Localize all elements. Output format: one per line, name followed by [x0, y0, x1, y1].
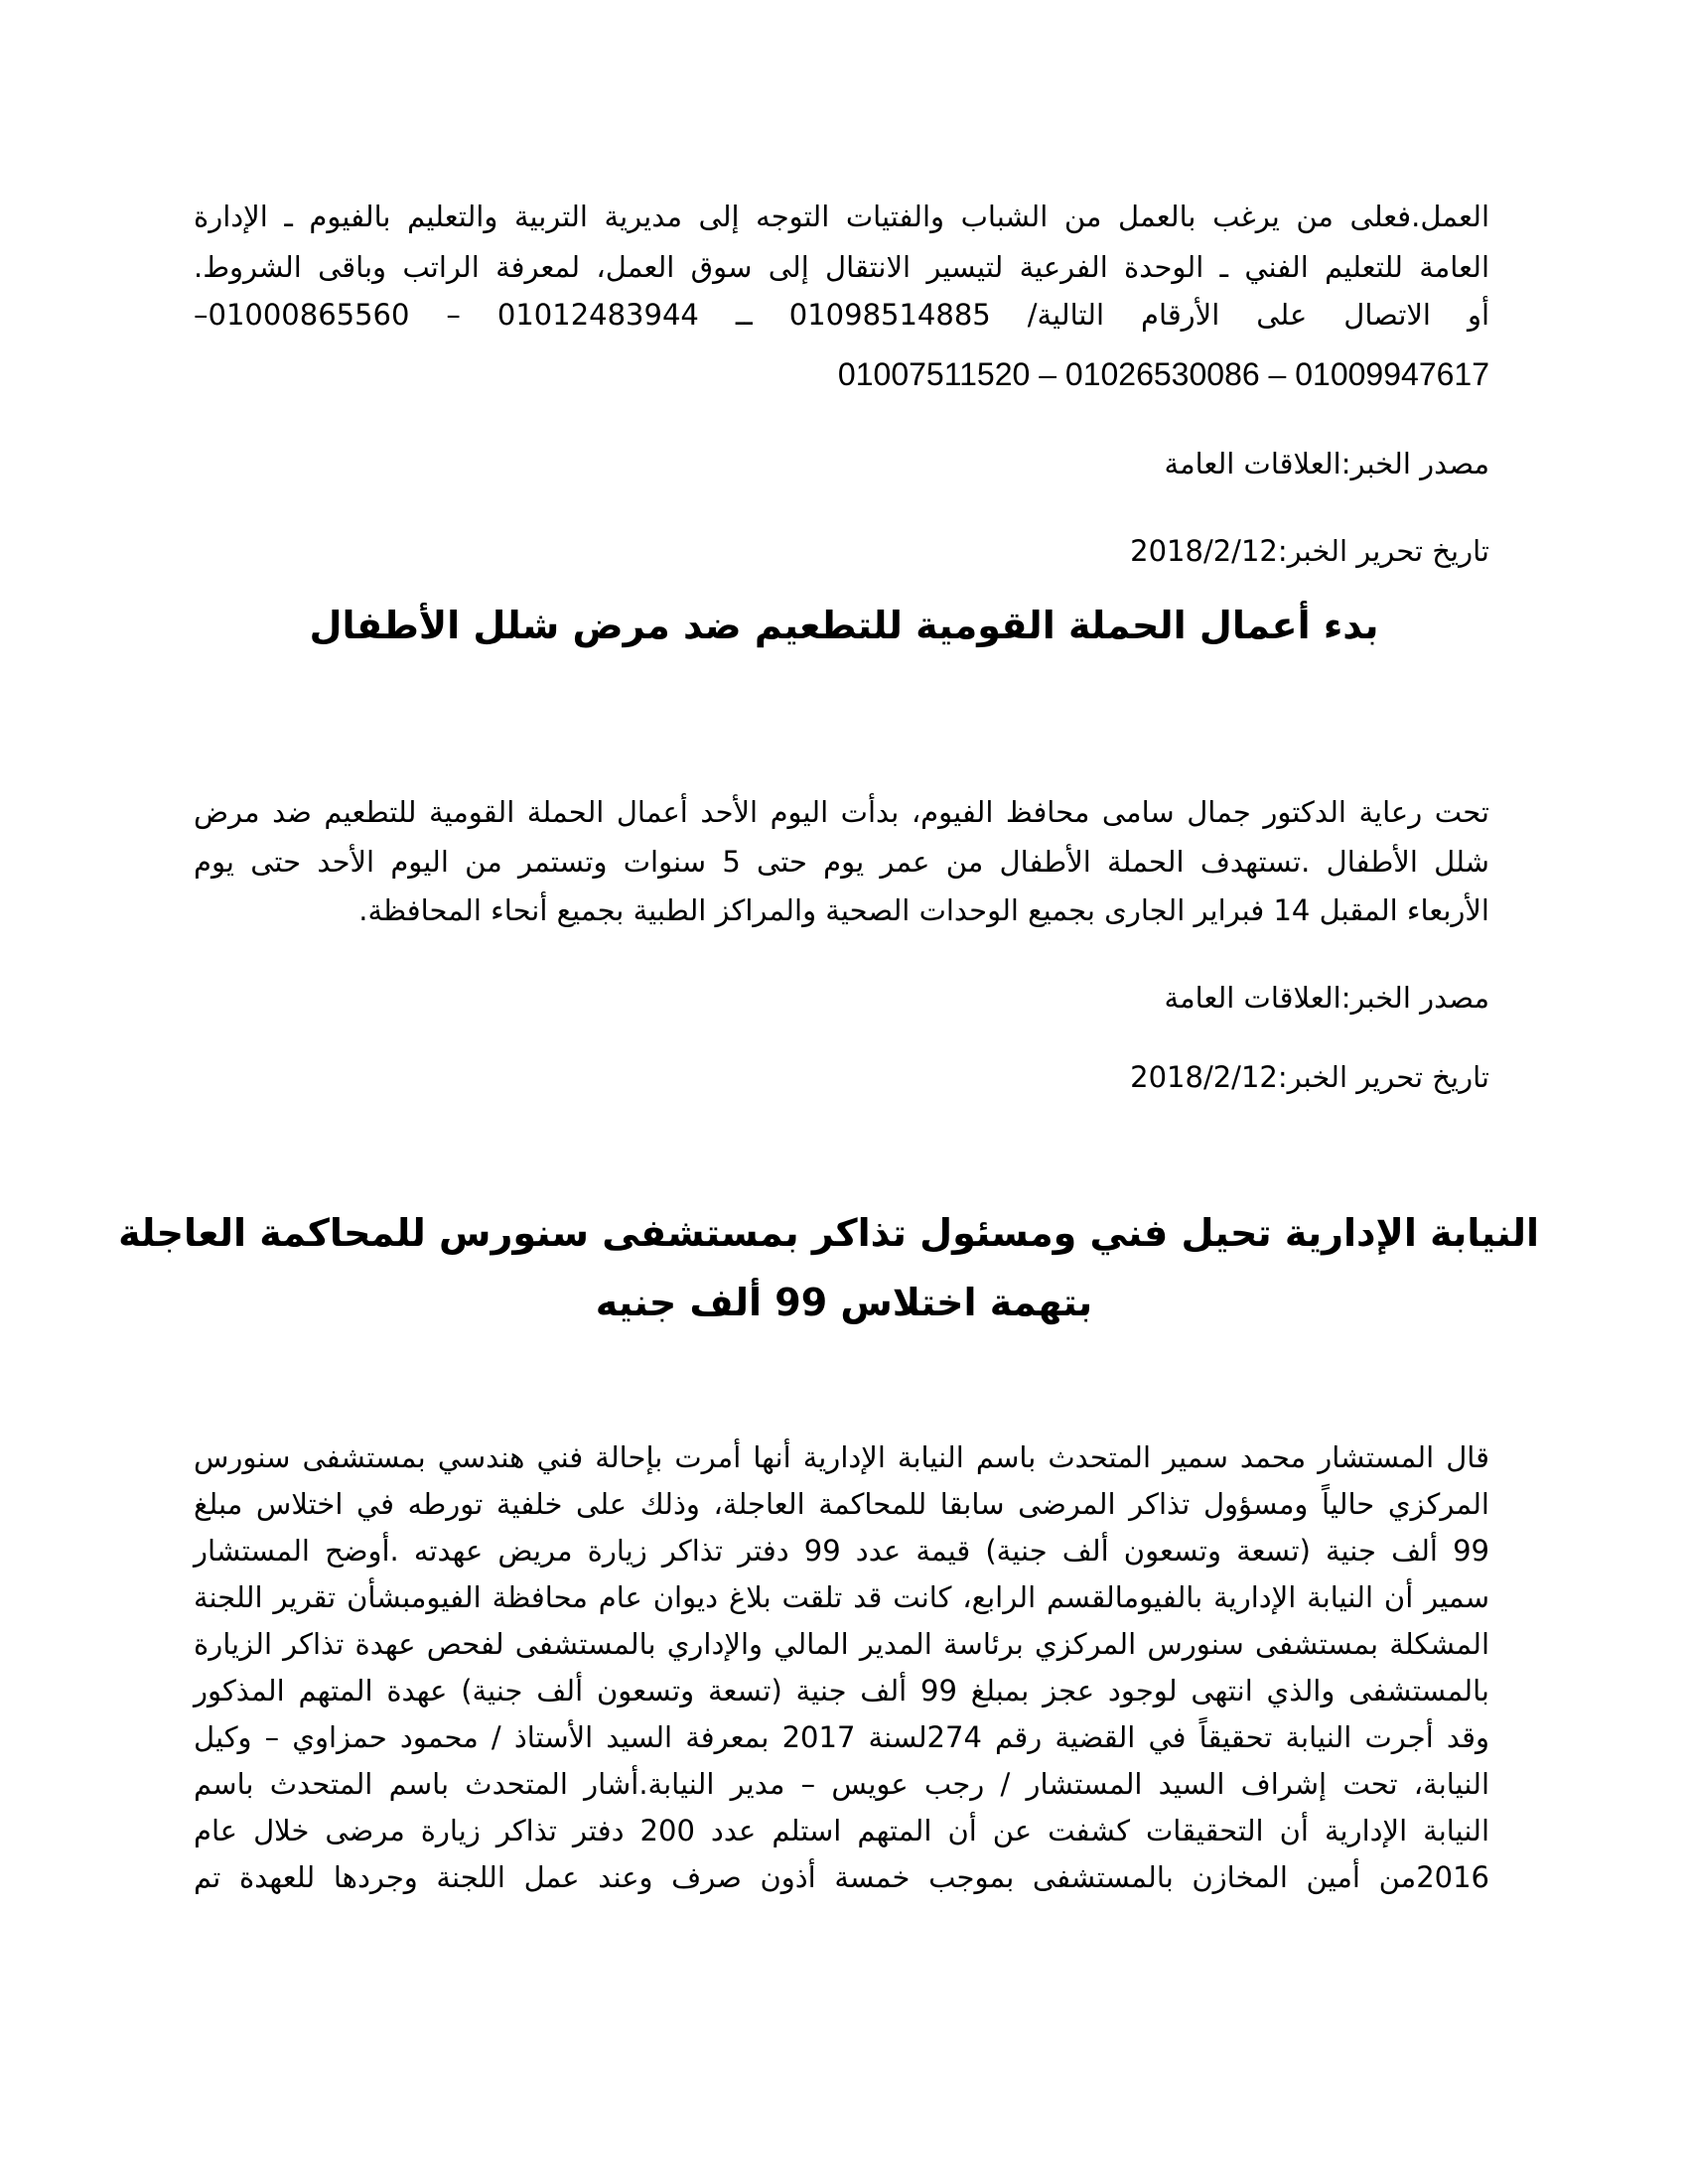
article-3-line-10: 2016من أمين المخازن بالمستشفى بموجب خمسة أذون صرف وعند عمل اللجنة وجردها للعهدة تم — [194, 1860, 1489, 1894]
article-3-line-1: قال المستشار محمد سمير المتحدث باسم النيابة الإدارية أنها أمرت بإحالة فني هندسي بمستشفى سنورس — [194, 1440, 1489, 1474]
article-3-line-3: 99 ألف جنية (تسعة وتسعون ألف جنية) قيمة عدد 99 دفتر تذاكر زيارة مريض عهدته .أوضح المستشار — [194, 1534, 1489, 1568]
article-3-heading-line-2: بتهمة اختلاس 99 ألف جنيه — [595, 1281, 1093, 1324]
article-1-date: تاريخ تحرير الخبر:2018/2/12 — [1130, 534, 1489, 568]
article-2-source: مصدر الخبر:العلاقات العامة — [1164, 981, 1489, 1015]
article-3-line-4: سمير أن النيابة الإدارية بالفيومالقسم الرابع، كانت قد تلقت بلاغ ديوان عام محافظة الفيومبشأن تقرير اللجنة — [194, 1580, 1489, 1614]
article-2-date: تاريخ تحرير الخبر:2018/2/12 — [1130, 1060, 1489, 1094]
article-2-line-3: الأربعاء المقبل 14 فبراير الجارى بجميع الوحدات الصحية والمراكز الطبية بجميع أنحاء المحافظة. — [358, 893, 1489, 927]
article-1-source: مصدر الخبر:العلاقات العامة — [1164, 447, 1489, 480]
article-3-line-8: النيابة، تحت إشراف السيد المستشار / رجب عويس – مدير النيابة.أشار المتحدث باسم المتحدث باسم — [194, 1767, 1489, 1801]
article-2-line-2: شلل الأطفال .تستهدف الحملة الأطفال من عمر يوم حتى 5 سنوات وتستمر من اليوم الأحد حتى يوم — [194, 845, 1489, 879]
article-3-line-7: وقد أجرت النيابة تحقيقاً في القضية رقم 274لسنة 2017 بمعرفة السيد الأستاذ / محمود حمزاوي – وكيل — [194, 1720, 1489, 1754]
article-3-heading-line-1: النيابة الإدارية تحيل فني ومسئول تذاكر بمستشفى سنورس للمحاكمة العاجلة — [118, 1211, 1539, 1255]
article-1-line-2: العامة للتعليم الفني ـ الوحدة الفرعية لتيسير الانتقال إلى سوق العمل، لمعرفة الراتب وباقى الشروط. — [194, 250, 1489, 284]
article-1-line-1: العمل.فعلى من يرغب بالعمل من الشباب والفتيات التوجه إلى مديرية التربية والتعليم بالفيوم ـ الإدارة — [194, 200, 1489, 233]
article-3-line-6: بالمستشفى والذي انتهى لوجود عجز بمبلغ 99 ألف جنية (تسعة وتسعون ألف جنية) عهدة المتهم المذكور — [194, 1674, 1489, 1707]
article-3-line-5: المشكلة بمستشفى سنورس المركزي برئاسة المدير المالي والإداري بالمستشفى لفحص عهدة تذاكر الزيارة — [194, 1627, 1489, 1661]
article-1-phone-line-2: 01007511520 – 01026530086 – 01009947617 — [837, 356, 1489, 392]
article-3-line-9: النيابة الإدارية أن التحقيقات كشفت عن أن المتهم استلم عدد 200 دفتر تذاكر زيارة مرضى خلال عام — [194, 1814, 1489, 1847]
article-3-line-2: المركزي حالياً ومسؤول تذاكر المرضى سابقا للمحاكمة العاجلة، وذلك على خلفية تورطه في اختلاس مبلغ — [194, 1487, 1489, 1521]
article-2-heading: بدء أعمال الحملة القومية للتطعيم ضد مرض شلل الأطفال — [309, 604, 1379, 647]
article-2-line-1: تحت رعاية الدكتور جمال سامى محافظ الفيوم، بدأت اليوم الأحد أعمال الحملة القومية للتطعيم ضد مرض — [194, 795, 1489, 829]
article-1-phone-line: أو الاتصال على الأرقام التالية/ 01098514885 ــ 01012483944 – 01000865560– — [194, 298, 1490, 332]
